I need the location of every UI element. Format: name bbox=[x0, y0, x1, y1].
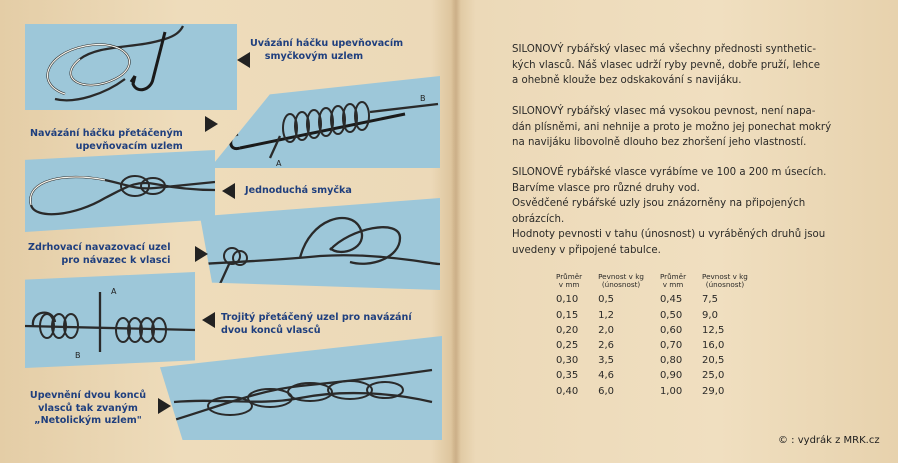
pointer-arrow-3 bbox=[222, 183, 235, 199]
label-a: A bbox=[276, 159, 282, 168]
label-b: B bbox=[75, 351, 81, 360]
text-line: Hodnoty pevnosti v tahu (únosnost) u vyráběných druhů jsou bbox=[512, 229, 826, 241]
table-header-row bbox=[548, 273, 756, 292]
label-b: B bbox=[420, 94, 426, 103]
caption-knot-2 bbox=[30, 128, 183, 153]
paragraph-1 bbox=[512, 42, 872, 89]
table-cell: 0,45 bbox=[659, 294, 683, 306]
caption-line: pro návazec k vlasci bbox=[61, 254, 171, 266]
text-line: Osvědčené rybářské uzly jsou znázorněny na připojených bbox=[512, 198, 806, 210]
triple-blood-knot-drawing bbox=[25, 272, 195, 368]
simple-loop-drawing bbox=[25, 150, 215, 232]
text-line: dán plísněmi, ani nehnije a proto je možno jej ponechat mokrý bbox=[512, 121, 832, 133]
text-line: Barvíme vlasce pro různé druhy vod. bbox=[512, 182, 700, 194]
text-line: SILONOVÝ rybářský vlasec má všechny přednosti synthetic- bbox=[512, 44, 817, 55]
table-cell: 1,2 bbox=[598, 309, 615, 321]
text-line: uvedeny v připojené tabulce. bbox=[512, 244, 661, 256]
strength-table bbox=[548, 273, 756, 399]
caption-knot-1 bbox=[250, 38, 403, 63]
caption-line: Uvázání háčku upevňovacím bbox=[250, 38, 404, 49]
table-cell: 7,5 bbox=[702, 294, 718, 306]
table-cell: 0,5 bbox=[598, 294, 615, 306]
text-line: obrázcích. bbox=[512, 213, 565, 225]
table-cell: 2,6 bbox=[598, 340, 615, 352]
caption-line: smyčkovým uzlem bbox=[264, 50, 364, 62]
caption-line: Upevnění dvou konců bbox=[29, 390, 147, 401]
paragraph-2 bbox=[512, 104, 872, 151]
table-row bbox=[548, 384, 756, 399]
table-cell: 20,5 bbox=[702, 355, 725, 367]
header-strength bbox=[694, 273, 756, 292]
table-cell: 0,40 bbox=[556, 385, 579, 397]
table-cell: 1,00 bbox=[659, 385, 683, 397]
pointer-arrow-4 bbox=[195, 246, 208, 262]
caption-line: vlasců tak zvaným bbox=[38, 402, 138, 414]
table-row bbox=[548, 323, 756, 338]
table-row bbox=[548, 292, 756, 307]
netolice-knot-drawing bbox=[160, 336, 442, 440]
text-line: a ohebně klouže bez odskakování s navijáku. bbox=[512, 75, 742, 87]
table-cell: 0,80 bbox=[659, 355, 683, 367]
copyright-credit: © : vydrák z MRK.cz bbox=[778, 435, 880, 446]
caption-line: Trojitý přetáčený uzel pro navázání bbox=[221, 312, 412, 323]
pointer-arrow-1 bbox=[237, 52, 250, 68]
header-line: Průměr bbox=[659, 272, 687, 281]
table-row bbox=[548, 308, 756, 323]
caption-line: „Netolickým uzlem" bbox=[34, 415, 142, 426]
table-cell: 0,15 bbox=[556, 309, 579, 321]
header-line: v mm bbox=[662, 280, 684, 290]
knot-illustration-2 bbox=[210, 76, 440, 168]
table-cell: 0,60 bbox=[659, 324, 683, 336]
table-cell: 0,35 bbox=[556, 370, 579, 382]
caption-line: Jednoduchá smyčka bbox=[245, 185, 352, 196]
caption-line: Zdrhovací navazovací uzel bbox=[28, 242, 171, 253]
text-line: SILONOVÝ rybářský vlasec má vysokou pevnost, není napa- bbox=[512, 106, 816, 117]
table-cell: 9,0 bbox=[702, 309, 718, 321]
table-row bbox=[548, 353, 756, 368]
page-fold bbox=[451, 0, 461, 463]
table-cell: 0,90 bbox=[659, 370, 683, 382]
table-cell: 12,5 bbox=[702, 324, 725, 336]
snell-knot-drawing bbox=[210, 76, 440, 168]
header-diameter bbox=[652, 273, 694, 292]
table-row bbox=[548, 368, 756, 383]
table-cell: 29,0 bbox=[702, 385, 725, 397]
table-cell: 0,10 bbox=[556, 294, 579, 306]
table-cell: 25,0 bbox=[702, 370, 725, 382]
table-cell: 2,0 bbox=[598, 324, 615, 336]
text-line: SILONOVÉ rybářské vlasce vyrábíme ve 100 a 200 m úsecích. bbox=[512, 167, 827, 178]
label-a: A bbox=[111, 287, 117, 296]
header-line: Průměr bbox=[556, 272, 583, 281]
header-line: Pevnost v kg bbox=[702, 272, 748, 281]
caption-line: dvou konců vlasců bbox=[221, 324, 321, 336]
header-line: v mm bbox=[558, 280, 580, 290]
table-cell: 0,25 bbox=[556, 340, 579, 352]
knot-illustration-3 bbox=[25, 150, 215, 232]
paragraph-3 bbox=[512, 165, 872, 259]
knot-illustration-6 bbox=[160, 336, 442, 440]
hook-loop-knot-drawing bbox=[25, 24, 237, 110]
text-line: kých vlasců. Náš vlasec udrží ryby pevně, dobře pruží, lehce bbox=[512, 59, 821, 71]
pointer-arrow-5 bbox=[202, 312, 215, 328]
table-cell: 3,5 bbox=[598, 355, 615, 367]
table-cell: 16,0 bbox=[702, 340, 725, 352]
knot-illustration-1 bbox=[25, 24, 237, 110]
dropper-loop-drawing bbox=[200, 198, 440, 290]
table-cell: 0,20 bbox=[556, 324, 579, 336]
pointer-arrow-6 bbox=[158, 398, 171, 414]
pointer-arrow-2 bbox=[205, 116, 218, 132]
header-line: (únosnost) bbox=[705, 280, 745, 290]
table-cell: 0,30 bbox=[556, 355, 579, 367]
caption-line: Navázání háčku přetáčeným bbox=[30, 128, 183, 139]
table-cell: 4,6 bbox=[598, 370, 615, 382]
caption-knot-5 bbox=[221, 312, 412, 337]
header-diameter bbox=[548, 273, 590, 292]
table-cell: 6,0 bbox=[598, 385, 615, 397]
knot-illustration-4 bbox=[200, 198, 440, 290]
caption-knot-3 bbox=[245, 185, 352, 198]
table-cell: 0,50 bbox=[659, 309, 683, 321]
header-line: Pevnost v kg bbox=[598, 272, 644, 281]
knot-illustration-5 bbox=[25, 272, 195, 368]
header-strength bbox=[590, 273, 652, 292]
header-line: (únosnost) bbox=[601, 280, 641, 290]
text-line: na navijáku libovolně dlouho bez zhoršení jeho vlastností. bbox=[512, 137, 807, 149]
caption-knot-4 bbox=[28, 242, 170, 267]
table-cell: 0,70 bbox=[659, 340, 683, 352]
table-row bbox=[548, 338, 756, 353]
caption-knot-6 bbox=[20, 390, 156, 428]
caption-line: upevňovacím uzlem bbox=[75, 140, 183, 152]
